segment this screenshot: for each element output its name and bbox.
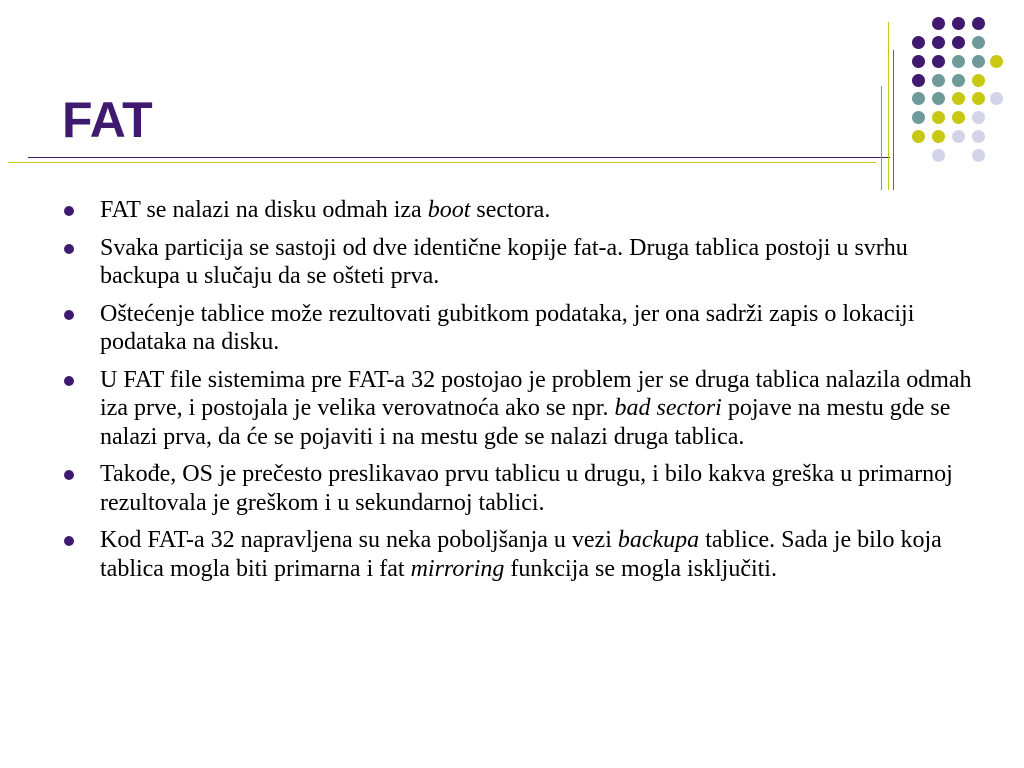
slide-title: FAT: [62, 92, 153, 148]
decorative-dot: [972, 74, 985, 87]
decorative-dot: [972, 55, 985, 68]
bullet-item: [62, 300, 972, 357]
decorative-dot: [952, 55, 965, 68]
bullet-marker: [64, 310, 74, 320]
bullet-marker: [64, 536, 74, 546]
bullet-item: [62, 366, 972, 452]
decorative-dot: [972, 149, 985, 162]
bullet-text-italic: boot: [427, 197, 471, 223]
decorative-dot: [912, 111, 925, 124]
title-underline-yellow: [8, 162, 876, 163]
bullet-text: funkcija se mogla isključiti.: [504, 555, 777, 582]
bullet-text-italic: bad sectori: [614, 395, 722, 421]
bullet-item: [62, 234, 972, 291]
decorative-dot: [952, 36, 965, 49]
bullet-text: FAT se nalazi na disku odmah iza: [100, 197, 428, 223]
bullet-marker: [64, 470, 74, 480]
decorative-dot: [952, 92, 965, 105]
vertical-rule-yellow: [888, 22, 889, 190]
bullet-item: [62, 526, 972, 583]
bullet-text: pojave na mestu gde se nalazi prva, da će se pojaviti i na mestu gde se nalazi druga tablica.: [100, 395, 951, 450]
decorative-dot: [912, 36, 925, 49]
bullet-text: sectora.: [470, 197, 551, 223]
bullet-text: Kod FAT-a 32 napravljena su neka poboljšanja u vezi: [100, 527, 618, 553]
decorative-dot: [912, 92, 925, 105]
bullet-text: U FAT file sistemima pre FAT-a 32 postojao je problem jer se druga tablica nalazila odmah iza prve, i postojala je velika verovatnoća ako se npr.: [100, 366, 972, 421]
decorative-dot: [952, 17, 965, 30]
decorative-dot: [932, 130, 945, 143]
bullet-text-italic: backupa: [617, 527, 700, 553]
decorative-dot: [912, 55, 925, 68]
decorative-dot: [972, 17, 985, 30]
decorative-dot: [932, 17, 945, 30]
bullet-text: Svaka particija se sastoji od dve identične kopije fat-a. Druga tablica postoji u svrhu backupa u slučaju da se ošteti prva.: [100, 234, 908, 289]
bullet-list: [62, 196, 972, 592]
decorative-dot: [952, 74, 965, 87]
decorative-dot: [932, 74, 945, 87]
vertical-rule-teal: [881, 86, 882, 190]
title-underline-purple: [28, 157, 890, 158]
decorative-dot: [990, 55, 1003, 68]
bullet-text: tablice. Sada je bilo koja tablica mogla biti primarna i fat: [100, 527, 942, 582]
bullet-text: Oštećenje tablice može rezultovati gubitkom podataka, jer ona sadrži zapis o lokaciji podataka na disku.: [100, 300, 915, 355]
bullet-text: Takođe, OS je prečesto preslikavao prvu tablicu u drugu, i bilo kakva greška u primarnoj rezultovala je greškom i u sekundarnoj tablici.: [100, 461, 953, 516]
decorative-dot: [932, 111, 945, 124]
bullet-item: [62, 460, 972, 517]
decorative-dot: [912, 130, 925, 143]
decorative-dot: [952, 111, 965, 124]
decorative-dot: [932, 149, 945, 162]
decorative-dot: [990, 92, 1003, 105]
decorative-dot: [952, 130, 965, 143]
vertical-rule-purple: [893, 50, 894, 190]
bullet-marker: [64, 376, 74, 386]
decorative-dot: [972, 36, 985, 49]
decorative-dot: [972, 92, 985, 105]
bullet-marker: [64, 244, 74, 254]
decorative-dot: [932, 36, 945, 49]
bullet-marker: [64, 206, 74, 216]
decorative-dot: [932, 92, 945, 105]
decorative-dot: [932, 55, 945, 68]
decorative-dot: [972, 130, 985, 143]
decorative-dot: [972, 111, 985, 124]
bullet-text-italic: mirroring: [410, 555, 505, 582]
decorative-dot: [912, 74, 925, 87]
bullet-item: [62, 196, 972, 225]
